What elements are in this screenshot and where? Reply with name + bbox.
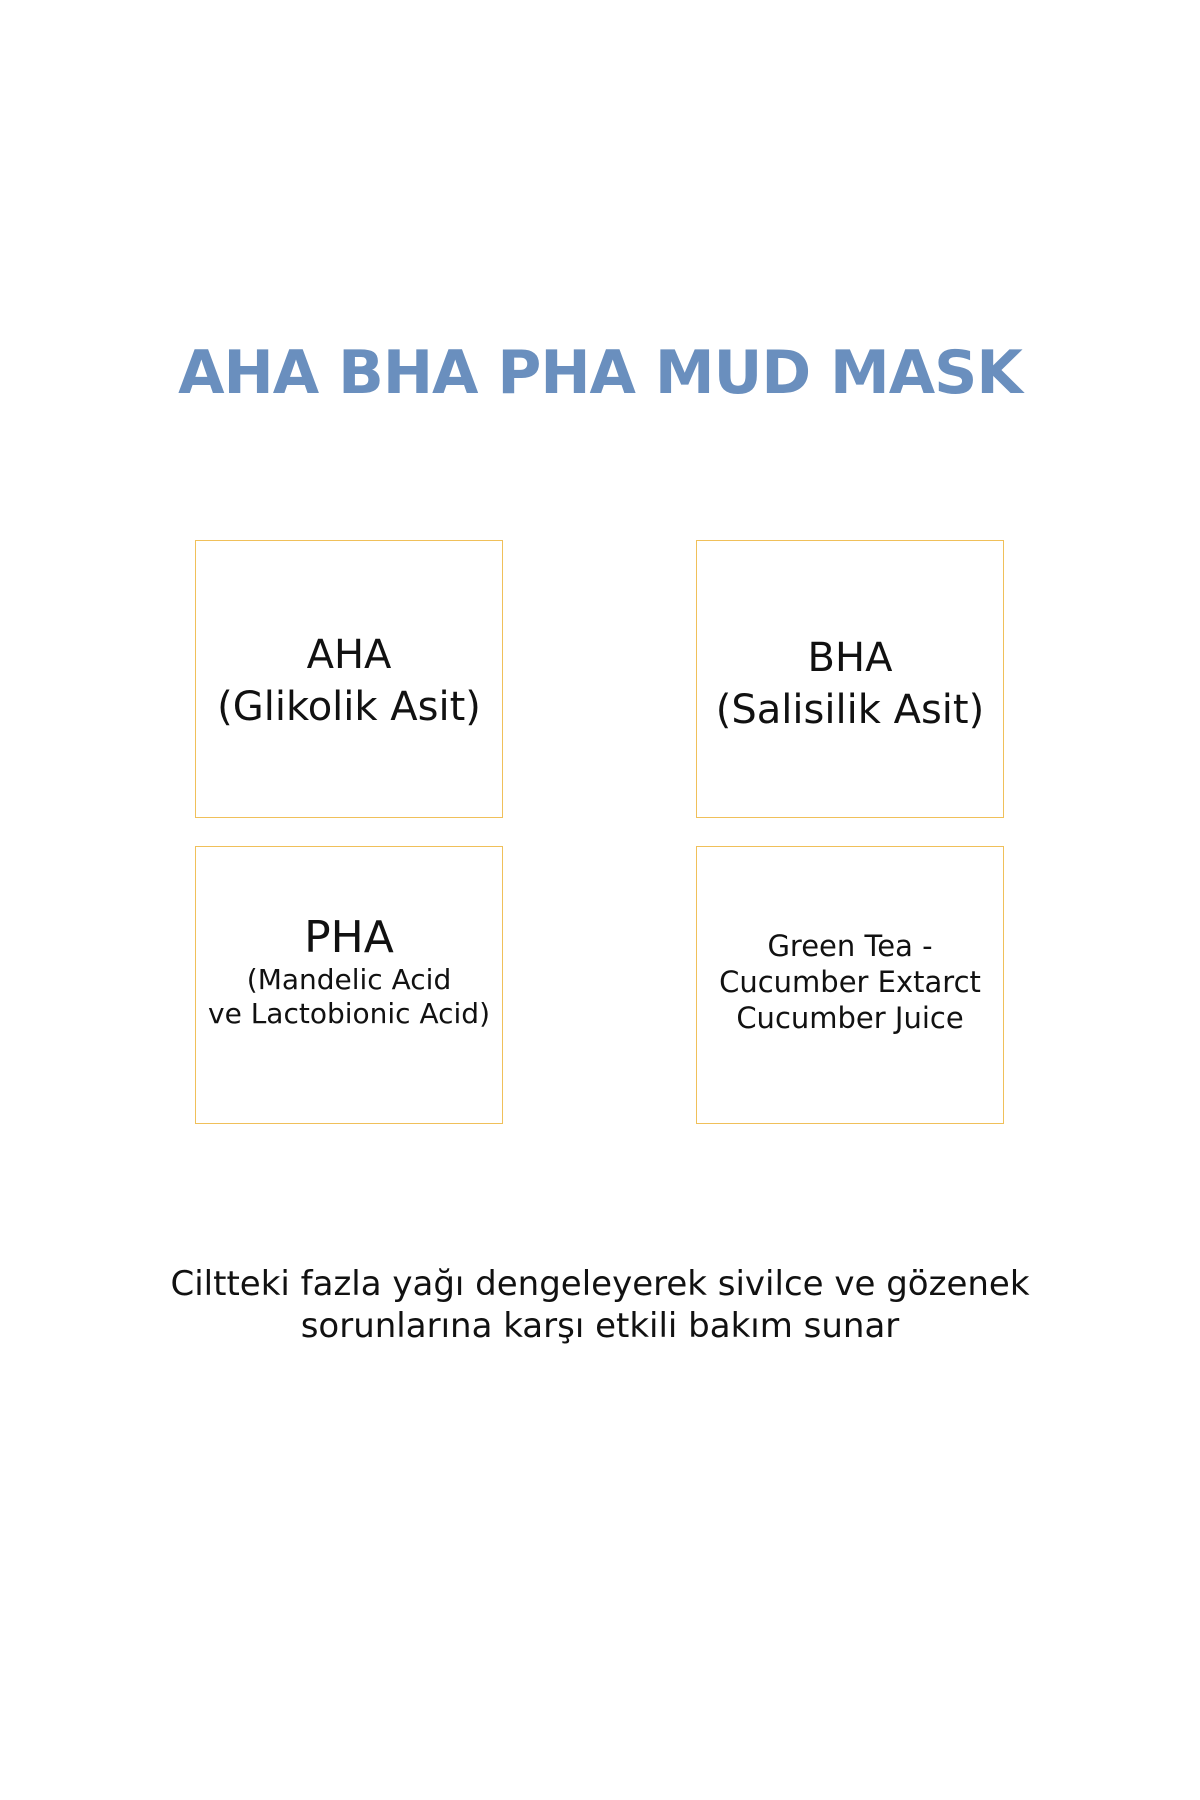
ingredient-name-pha: PHA xyxy=(304,912,394,963)
ingredient-box-pha xyxy=(195,846,503,1124)
ingredient-box-bha xyxy=(696,540,1004,818)
ingredient-name-bha: BHA xyxy=(807,635,893,681)
ingredient-name-aha: AHA xyxy=(306,632,392,678)
ingredient-line-cucumber-extract: Cucumber Extarct xyxy=(719,965,981,999)
description-line-1: Ciltteki fazla yağı dengeleyerek sivilce ve gözenek xyxy=(170,1264,1030,1304)
ingredient-detail-pha-line2: ve Lactobionic Acid) xyxy=(208,997,490,1030)
ingredient-line-green-tea: Green Tea - xyxy=(767,929,933,963)
ingredient-box-aha xyxy=(195,540,503,818)
ingredient-line-cucumber-juice: Cucumber Juice xyxy=(736,1001,964,1035)
description-line-2: sorunlarına karşı etkili bakım sunar xyxy=(300,1306,900,1346)
ingredient-detail-pha-line1: (Mandelic Acid xyxy=(246,963,452,996)
product-description xyxy=(0,1263,1200,1347)
ingredient-detail-aha: (Glikolik Asit) xyxy=(217,684,481,730)
page-title: AHA BHA PHA MUD MASK xyxy=(178,338,1022,408)
ingredient-detail-bha: (Salisilik Asit) xyxy=(715,687,985,733)
ingredient-box-green-tea-cucumber xyxy=(696,846,1004,1124)
